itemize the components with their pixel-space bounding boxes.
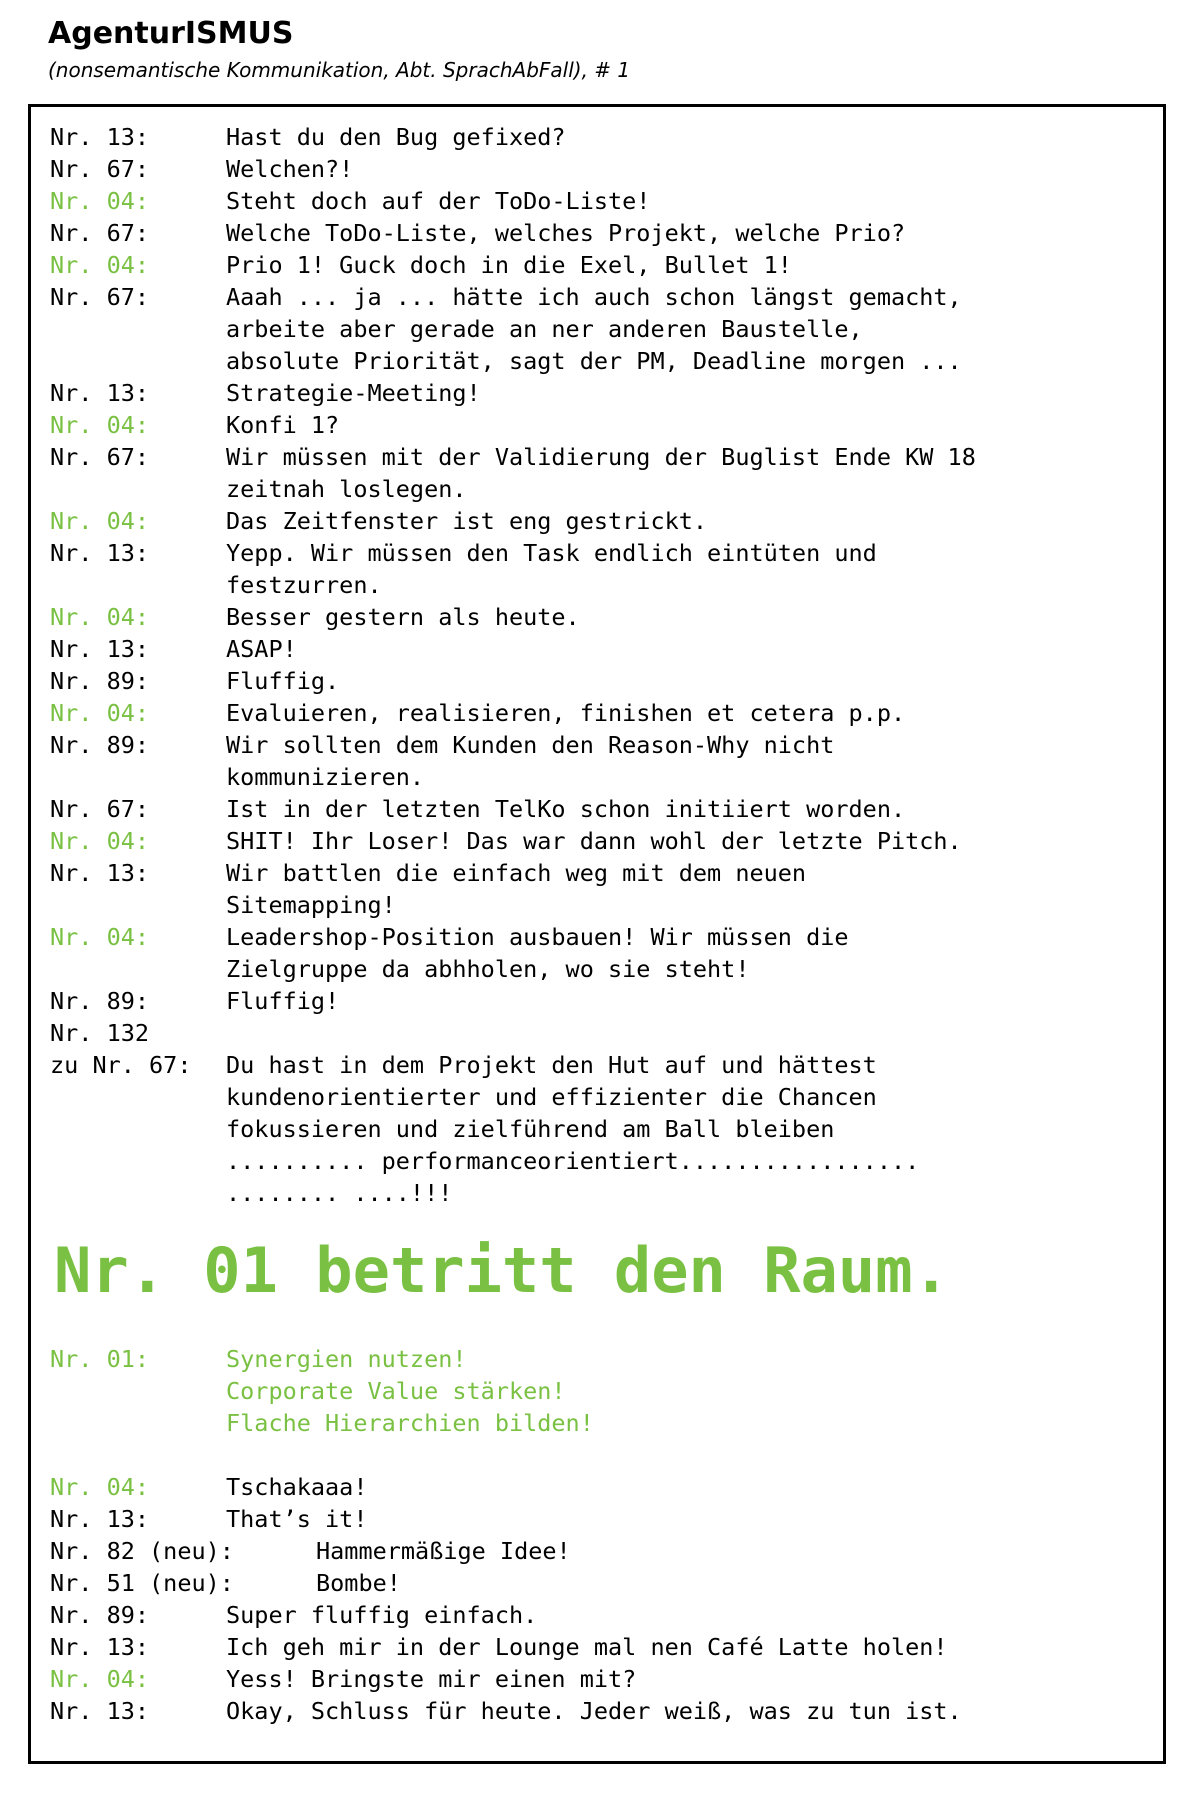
dialogue-line bbox=[50, 729, 1163, 761]
dialogue-line bbox=[50, 1343, 1163, 1375]
headline: Nr. 01 betritt den Raum. bbox=[54, 1234, 950, 1307]
speaker-label bbox=[50, 1375, 226, 1407]
line-text: Aaah ... ja ... hätte ich auch schon längst gemacht, bbox=[226, 283, 962, 311]
speaker-label: Nr. 89: bbox=[50, 1601, 150, 1629]
line-text: fokussieren und zielführend am Ball bleiben bbox=[226, 1115, 835, 1143]
line-text: absolute Priorität, sagt der PM, Deadline morgen ... bbox=[226, 347, 962, 375]
line-text: Tschakaaa! bbox=[226, 1473, 368, 1501]
dialogue-line bbox=[50, 1503, 1163, 1535]
line-text: ........ ....!!! bbox=[226, 1179, 453, 1207]
dialogue-line bbox=[50, 473, 1163, 505]
line-text: That’s it! bbox=[226, 1505, 368, 1533]
speaker-label: Nr. 13: bbox=[50, 1697, 150, 1725]
line-text: Bombe! bbox=[316, 1569, 401, 1597]
dialogue-line bbox=[50, 1145, 1163, 1177]
dialogue-part-1 bbox=[50, 121, 1163, 1209]
dialogue-line bbox=[50, 537, 1163, 569]
line-text: festzurren. bbox=[226, 571, 382, 599]
line-text: Zielgruppe da abhholen, wo sie steht! bbox=[226, 955, 750, 983]
line-text: Sitemapping! bbox=[226, 891, 396, 919]
dialogue-line bbox=[50, 601, 1163, 633]
speaker-label: Nr. 89: bbox=[50, 667, 150, 695]
dialogue-line bbox=[50, 409, 1163, 441]
line-text: kundenorientierter und effizienter die Chancen bbox=[226, 1083, 877, 1111]
speaker-label: Nr. 13: bbox=[50, 859, 150, 887]
dialogue-line bbox=[50, 825, 1163, 857]
dialogue-line bbox=[50, 921, 1163, 953]
line-text: zeitnah loslegen. bbox=[226, 475, 467, 503]
dialogue-frame bbox=[28, 104, 1166, 1764]
speaker-label bbox=[50, 1177, 226, 1209]
speaker-label: Nr. 89: bbox=[50, 731, 150, 759]
speaker-label: Nr. 67: bbox=[50, 155, 150, 183]
speaker-label bbox=[50, 1145, 226, 1177]
line-text: Fluffig. bbox=[226, 667, 340, 695]
speaker-label bbox=[50, 761, 226, 793]
line-text: Flache Hierarchien bilden! bbox=[226, 1409, 594, 1437]
line-text: Hast du den Bug gefixed? bbox=[226, 123, 566, 151]
speaker-label: Nr. 04: bbox=[50, 1473, 150, 1501]
dialogue-line bbox=[50, 217, 1163, 249]
speaker-label: Nr. 67: bbox=[50, 219, 150, 247]
speaker-label: Nr. 04: bbox=[50, 251, 150, 279]
dialogue-line bbox=[50, 1407, 1163, 1439]
speaker-label: Nr. 89: bbox=[50, 987, 150, 1015]
dialogue-line bbox=[50, 1081, 1163, 1113]
dialogue-line bbox=[50, 633, 1163, 665]
speaker-label bbox=[50, 313, 226, 345]
page-title: AgenturISMUS bbox=[48, 16, 294, 51]
dialogue-part-2 bbox=[50, 1471, 1163, 1727]
dialogue-line bbox=[50, 953, 1163, 985]
dialogue-line bbox=[50, 1535, 1163, 1567]
speaker-label: Nr. 04: bbox=[50, 187, 150, 215]
speaker-label bbox=[50, 1113, 226, 1145]
dialogue-line bbox=[50, 1113, 1163, 1145]
line-text: Hammermäßige Idee! bbox=[316, 1537, 571, 1565]
line-text: .......... performanceorientiert................. bbox=[226, 1147, 920, 1175]
dialogue-line bbox=[50, 313, 1163, 345]
dialogue-line bbox=[50, 1695, 1163, 1727]
dialogue-line bbox=[50, 1471, 1163, 1503]
speaker-label: Nr. 04: bbox=[50, 923, 150, 951]
line-text: kommunizieren. bbox=[226, 763, 425, 791]
speaker-label bbox=[50, 1081, 226, 1113]
dialogue-line bbox=[50, 1599, 1163, 1631]
line-text: Wir müssen mit der Validierung der Buglist Ende KW 18 bbox=[226, 443, 976, 471]
speaker-label bbox=[50, 1407, 226, 1439]
line-text: Ich geh mir in der Lounge mal nen Café Latte holen! bbox=[226, 1633, 948, 1661]
dialogue-line bbox=[50, 985, 1163, 1017]
dialogue-line bbox=[50, 1631, 1163, 1663]
speaker-label: zu Nr. 67: bbox=[50, 1051, 192, 1079]
speaker-label: Nr. 67: bbox=[50, 283, 150, 311]
spacer bbox=[50, 1439, 1163, 1471]
speaker-label: Nr. 13: bbox=[50, 379, 150, 407]
dialogue-line bbox=[50, 1567, 1163, 1599]
speaker-label: Nr. 13: bbox=[50, 1633, 150, 1661]
line-text: Konfi 1? bbox=[226, 411, 340, 439]
dialogue-line bbox=[50, 281, 1163, 313]
line-text: Fluffig! bbox=[226, 987, 340, 1015]
dialogue-line bbox=[50, 1049, 1163, 1081]
line-text: Besser gestern als heute. bbox=[226, 603, 580, 631]
speaker-label: Nr. 04: bbox=[50, 411, 150, 439]
speaker-label: Nr. 67: bbox=[50, 795, 150, 823]
speaker-label bbox=[50, 473, 226, 505]
dialogue-line bbox=[50, 665, 1163, 697]
line-text: Welchen?! bbox=[226, 155, 354, 183]
speaker-label: Nr. 01: bbox=[50, 1345, 150, 1373]
line-text: Strategie-Meeting! bbox=[226, 379, 481, 407]
line-text: Okay, Schluss für heute. Jeder weiß, was zu tun ist. bbox=[226, 1697, 962, 1725]
dialogue-line bbox=[50, 153, 1163, 185]
line-text: Steht doch auf der ToDo-Liste! bbox=[226, 187, 651, 215]
line-text: ASAP! bbox=[226, 635, 297, 663]
line-text: Wir battlen die einfach weg mit dem neuen bbox=[226, 859, 807, 887]
line-text: Synergien nutzen! bbox=[226, 1345, 467, 1373]
dialogue-line bbox=[50, 1663, 1163, 1695]
speaker-label: Nr. 04: bbox=[50, 603, 150, 631]
speaker-label: Nr. 13: bbox=[50, 539, 150, 567]
dialogue-line bbox=[50, 569, 1163, 601]
speaker-label bbox=[50, 345, 226, 377]
line-text: Prio 1! Guck doch in die Exel, Bullet 1! bbox=[226, 251, 792, 279]
dialogue-line bbox=[50, 505, 1163, 537]
speaker-label: Nr. 04: bbox=[50, 827, 150, 855]
dialogue-line bbox=[50, 697, 1163, 729]
line-text: Welche ToDo-Liste, welches Projekt, welche Prio? bbox=[226, 219, 906, 247]
line-text: Evaluieren, realisieren, finishen et cetera p.p. bbox=[226, 699, 906, 727]
line-text: Yepp. Wir müssen den Task endlich eintüten und bbox=[226, 539, 877, 567]
dialogue-line bbox=[50, 345, 1163, 377]
line-text: Yess! Bringste mir einen mit? bbox=[226, 1665, 637, 1693]
page-subtitle: (nonsemantische Kommunikation, Abt. SprachAbFall), # 1 bbox=[48, 58, 631, 82]
line-text: Leadershop-Position ausbauen! Wir müssen die bbox=[226, 923, 849, 951]
speaker-label: Nr. 132 bbox=[50, 1019, 150, 1047]
dialogue-line bbox=[50, 121, 1163, 153]
dialogue-line bbox=[50, 1177, 1163, 1209]
line-text: Corporate Value stärken! bbox=[226, 1377, 566, 1405]
dialogue-line bbox=[50, 889, 1163, 921]
dialogue-line bbox=[50, 377, 1163, 409]
speaker-label: Nr. 04: bbox=[50, 1665, 150, 1693]
speaker-label: Nr. 82 (neu): bbox=[50, 1537, 234, 1565]
dialogue-line bbox=[50, 793, 1163, 825]
dialogue-line bbox=[50, 185, 1163, 217]
dialogue-lines bbox=[50, 121, 1163, 1727]
speaker-label bbox=[50, 889, 226, 921]
speaker-label: Nr. 04: bbox=[50, 507, 150, 535]
dialogue-line bbox=[50, 249, 1163, 281]
line-text: Ist in der letzten TelKo schon initiiert worden. bbox=[226, 795, 906, 823]
speaker-label: Nr. 51 (neu): bbox=[50, 1569, 234, 1597]
dialogue-line bbox=[50, 1375, 1163, 1407]
speaker-label: Nr. 67: bbox=[50, 443, 150, 471]
line-text: SHIT! Ihr Loser! Das war dann wohl der letzte Pitch. bbox=[226, 827, 962, 855]
speaker-label: Nr. 13: bbox=[50, 635, 150, 663]
nr01-block bbox=[50, 1343, 1163, 1439]
dialogue-line bbox=[50, 1017, 1163, 1049]
line-text: Du hast in dem Projekt den Hut auf und hättest bbox=[226, 1051, 877, 1079]
dialogue-line bbox=[50, 441, 1163, 473]
dialogue-line bbox=[50, 857, 1163, 889]
line-text: Super fluffig einfach. bbox=[226, 1601, 538, 1629]
speaker-label bbox=[50, 953, 226, 985]
line-text: Das Zeitfenster ist eng gestrickt. bbox=[226, 507, 708, 535]
line-text: arbeite aber gerade an ner anderen Baustelle, bbox=[226, 315, 863, 343]
speaker-label: Nr. 13: bbox=[50, 1505, 150, 1533]
speaker-label: Nr. 04: bbox=[50, 699, 150, 727]
speaker-label bbox=[50, 569, 226, 601]
speaker-label: Nr. 13: bbox=[50, 123, 150, 151]
line-text: Wir sollten dem Kunden den Reason-Why nicht bbox=[226, 731, 835, 759]
dialogue-line bbox=[50, 761, 1163, 793]
